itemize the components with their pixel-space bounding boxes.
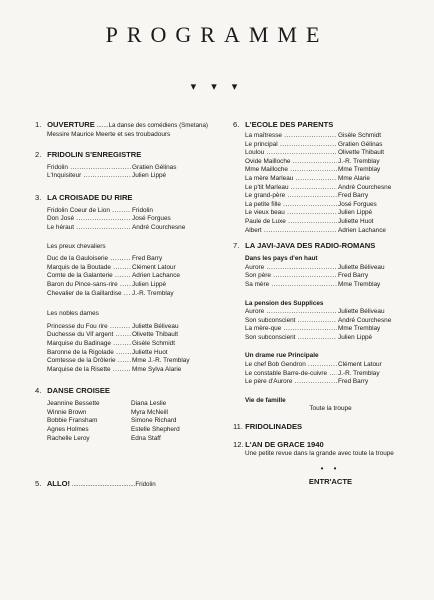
- cast-list: [233, 308, 428, 342]
- cast-row: [233, 227, 428, 236]
- dancer-name: Estelle Shepherd: [131, 426, 180, 434]
- cast-row: [35, 224, 230, 233]
- role-name: Marquise de la Risette .....: [47, 366, 131, 375]
- section-6: [233, 120, 428, 235]
- section-number: 1.: [35, 120, 42, 129]
- section-title: L'ECOLE DES PARENTS: [245, 120, 334, 129]
- cast-list: [35, 323, 230, 375]
- section-title: ALLO!: [46, 479, 71, 489]
- cast-row: [35, 164, 230, 173]
- cast-row: [35, 323, 230, 332]
- cast-row: [35, 290, 230, 299]
- performer-name: Fred Barry: [132, 255, 163, 263]
- cast-row: [35, 272, 230, 281]
- cast-row: [35, 255, 230, 264]
- role-name: Le chef Bob Gendron .....: [245, 361, 337, 370]
- cast-row: [35, 281, 230, 290]
- role-name: Le vieux beau .....: [245, 209, 337, 218]
- performer-name: J.-R. Tremblay: [132, 289, 174, 297]
- right-column: [233, 120, 428, 487]
- dancer-name: Diana Leslie: [131, 400, 167, 408]
- section-number: 2.: [35, 149, 42, 159]
- page-title: PROGRAMME: [105, 22, 329, 47]
- subsection-title: Vie de famille: [245, 396, 286, 404]
- dancer-name: Jeannine Bessette: [47, 400, 100, 408]
- role-name: Le p'tit Marleau .....: [245, 184, 337, 193]
- cast-row: [233, 378, 428, 387]
- performer-name: Clément Latour: [338, 361, 382, 369]
- performer-name: Julien Lippé: [338, 209, 373, 217]
- role-name: Le grand-père .....: [245, 192, 337, 201]
- dancer-name: Simone Richard: [131, 417, 177, 425]
- section-number: 4.: [35, 386, 42, 396]
- cast-row: [233, 264, 428, 273]
- cast-row: [233, 132, 428, 141]
- role-name: Albert .....: [245, 227, 337, 236]
- section-title: L'AN DE GRACE 1940: [245, 440, 324, 450]
- role-name: Son subconscient .....: [245, 317, 337, 326]
- cast-row: [233, 361, 428, 370]
- performer-name: J.-R. Tremblay: [338, 157, 380, 165]
- entracte-heading: ENTR'ACTE: [308, 477, 353, 487]
- performer-name: Juliette Béliveau: [338, 263, 385, 271]
- left-column: [35, 120, 230, 490]
- role-name: Sa mère .....: [245, 281, 337, 290]
- section-title: OUVERTURE: [47, 120, 95, 129]
- performer-name: Gratien Gélinas: [338, 140, 383, 148]
- cast-row: [35, 331, 230, 340]
- cast-row: [233, 166, 428, 175]
- cast-row: [233, 281, 428, 290]
- section-7: [233, 241, 428, 414]
- performer-name: Mme Tremblay: [338, 280, 381, 288]
- subsection-title: Les nobles dames: [47, 310, 99, 318]
- section-line: Messire Maurice Meerte et ses troubadours: [47, 131, 171, 138]
- subsection-title: Un drame rue Principale: [245, 352, 319, 360]
- dancer-name: Rachelle Leroy: [47, 434, 90, 442]
- performer-name: Juliette Béliveau: [132, 322, 179, 330]
- cast-row: [233, 149, 428, 158]
- cast-row: [233, 218, 428, 227]
- cast-row: [233, 175, 428, 184]
- subsection-title: Dans les pays d'en haut: [245, 255, 318, 263]
- performer-name: Adrien Lachance: [338, 226, 386, 234]
- section-note: .......La danse des comédiens (Smetana): [94, 122, 208, 129]
- subsection-title: La pension des Supplices: [245, 299, 324, 307]
- section-title: FRIDOLINADES: [245, 422, 303, 432]
- cast-row: [233, 209, 428, 218]
- performer-name: Juliette Huot: [132, 348, 168, 356]
- role-name: Aurore .....: [245, 264, 337, 273]
- role-name: Princesse du Fou rire .....: [47, 323, 131, 332]
- section-title: DANSE CROISEE: [47, 386, 110, 396]
- role-name: Marquise du Badinage .....: [47, 340, 131, 349]
- performer-name: Fred Barry: [338, 272, 369, 280]
- performer-name: Fred Barry: [338, 378, 369, 386]
- cast-row: [233, 308, 428, 317]
- role-name: Le constable Barre-de-cuivre .....: [245, 370, 337, 379]
- role-name: La petite fille .....: [245, 201, 337, 210]
- dancer-name: Myra McNeill: [131, 408, 168, 416]
- performer-name: José Forgues: [132, 215, 171, 223]
- cast-list: [35, 255, 230, 298]
- performer-name: Mme Tremblay: [338, 325, 381, 333]
- role-name: Comte de la Galanterie .....: [47, 272, 131, 281]
- cast-row: [233, 184, 428, 193]
- cast-row: [35, 172, 230, 181]
- cast-list: [233, 132, 428, 235]
- performer-name: Gisèle Schmidt: [338, 132, 381, 139]
- performer-name: André Courchesne: [338, 316, 392, 324]
- role-name: Le père d'Aurore .....: [245, 378, 337, 387]
- performer-name: Fridolin: [132, 206, 153, 214]
- section-number: 5.: [35, 479, 42, 489]
- role-name: L'Inquisiteur .....: [47, 172, 131, 181]
- performer-name: Mme Sylva Alarie: [132, 365, 182, 373]
- role-name: Mme Mailloche .....: [245, 166, 337, 175]
- section-number: 12.: [233, 440, 244, 450]
- cast-row: [35, 340, 230, 349]
- cast-row: [35, 264, 230, 273]
- role-name: Son père .....: [245, 272, 337, 281]
- section-4: [35, 386, 230, 443]
- cast-row: [35, 357, 230, 366]
- role-name: Son subconscient .....: [245, 334, 337, 343]
- role-name: Ovide Mailloche .....: [245, 158, 337, 167]
- cast-list: [35, 207, 230, 233]
- section-number: 7.: [233, 241, 240, 251]
- cast-row: [233, 201, 428, 210]
- cast-row: [233, 334, 428, 343]
- cast-list: [233, 361, 428, 387]
- section-12: [233, 440, 428, 459]
- performer-name: Mme Alarie: [338, 174, 370, 182]
- section-title: LA CROISADE DU RIRE: [47, 192, 133, 202]
- role-name: Aurore .....: [245, 308, 337, 317]
- performer-name: Mme J.-R. Tremblay: [132, 357, 190, 365]
- role-name: Duchesse du Vif argent .....: [47, 331, 131, 340]
- role-name: Paule de Luxe .....: [245, 218, 337, 227]
- performer-name: Clément Latour: [132, 263, 176, 271]
- performer-name: Mme Tremblay: [338, 166, 381, 174]
- section-2: [35, 150, 230, 181]
- cast-row: [35, 366, 230, 375]
- performer-name: André Courchesne: [338, 183, 392, 191]
- performer-name: Juliette Béliveau: [338, 308, 385, 316]
- cast-row: [35, 207, 230, 216]
- section-line: Une petite revue dans la grande avec toute la troupe: [245, 450, 394, 458]
- role-name: Baronne de la Rigolade .....: [47, 349, 131, 358]
- role-name: La mère Marleau .....: [245, 175, 337, 184]
- cast-list: [35, 164, 230, 181]
- dancer-name: Edna Staff: [131, 434, 161, 442]
- dancer-name: Bobbie Fransham: [47, 417, 98, 425]
- performer-name: Julien Lippé: [132, 280, 167, 288]
- performer-name: José Forgues: [338, 200, 377, 208]
- cast-row: [233, 317, 428, 326]
- cast-row: [233, 192, 428, 201]
- performer-name: Gisèle Schmidt: [132, 339, 175, 347]
- role-name: La maîtresse .....: [245, 132, 337, 141]
- role-name: Le héraut .....: [47, 224, 131, 233]
- subsection-title: Les preux chevaliers: [47, 242, 106, 250]
- section-5: [35, 479, 230, 490]
- cast-row: [233, 325, 428, 334]
- cast-row: [35, 215, 230, 224]
- role-name: Marquis de la Boutade .....: [47, 264, 131, 273]
- performer-name: Adrien Lachance: [132, 272, 180, 280]
- performer-name: Fred Barry: [338, 192, 369, 200]
- section-1: [35, 120, 230, 140]
- role-name: Fridolin Coeur de Lion .....: [47, 207, 131, 216]
- role-name: Chevalier de la Gaillardise .....: [47, 290, 131, 299]
- section-line: Toute la troupe: [309, 405, 352, 413]
- section-note: .....................................Fridolin: [70, 481, 156, 489]
- role-name: Baron du Pince-sans-rire .....: [47, 281, 131, 290]
- performer-name: Julien Lippé: [338, 333, 373, 341]
- cast-row: [233, 141, 428, 150]
- cast-row: [233, 158, 428, 167]
- bullet-dots: • •: [320, 463, 341, 473]
- section-title: FRIDOLIN S'ENREGISTRE: [47, 149, 142, 159]
- performer-name: J.-R. Tremblay: [338, 369, 380, 377]
- dancer-name: Agnes Holmes: [47, 426, 89, 434]
- role-name: Duc de la Gauloiserie .....: [47, 255, 131, 264]
- performer-name: Gratien Gélinas: [132, 163, 177, 171]
- section-number: 3.: [35, 192, 42, 202]
- performer-name: André Courchesne: [132, 223, 186, 231]
- performer-name: Julien Lippé: [132, 172, 167, 180]
- cast-list: [233, 264, 428, 290]
- role-name: La mère-que .....: [245, 325, 337, 334]
- performer-name: Olivette Thibault: [338, 149, 385, 157]
- role-name: Don José .....: [47, 215, 131, 224]
- dancer-name: Winnie Brown: [47, 408, 87, 416]
- section-number: 6.: [233, 120, 240, 129]
- section-3: [35, 193, 230, 375]
- section-11: [233, 422, 428, 432]
- cast-row: [35, 349, 230, 358]
- role-name: Le principal .....: [245, 141, 337, 150]
- performer-name: Olivette Thibault: [132, 331, 179, 339]
- performer-name: Juliette Huot: [338, 217, 374, 225]
- dancer-grid: [35, 400, 230, 443]
- role-name: Fridolin .....: [47, 164, 131, 173]
- role-name: Loulou .....: [245, 149, 337, 158]
- section-number: 11.: [233, 422, 243, 432]
- ornament-icon: ▾ ▾ ▾: [190, 81, 244, 93]
- cast-row: [233, 272, 428, 281]
- cast-row: [233, 370, 428, 379]
- section-title: LA JAVI-JAVA DES RADIO-ROMANS: [245, 241, 376, 251]
- role-name: Comtesse de la Drôlerie .....: [47, 357, 131, 366]
